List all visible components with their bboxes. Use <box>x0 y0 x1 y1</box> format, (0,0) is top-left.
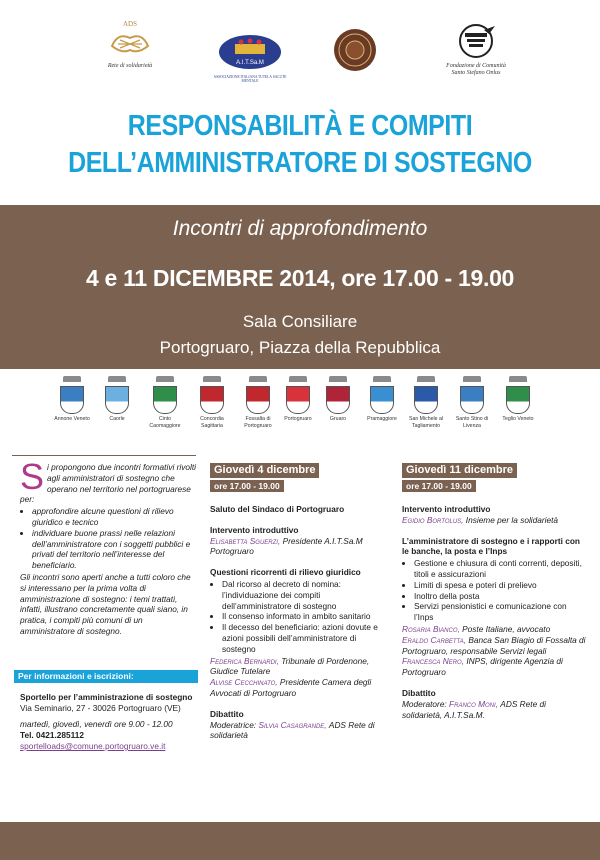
intro-dropcap: S <box>20 456 45 497</box>
crest-label: Annone Veneto <box>54 416 90 422</box>
day2-program <box>402 463 587 720</box>
moderator-label: Moderatrice: <box>210 719 257 730</box>
speaker-role: Presidente Camera degli Avvocati di Portogruaro <box>210 677 372 698</box>
crest-label: Teglio Veneto <box>502 416 534 422</box>
info-hours: martedì, giovedì, venerdì ore 9.00 - 12.00 <box>20 719 173 729</box>
crest-item <box>450 376 494 429</box>
info-block <box>20 692 200 752</box>
municipality-crests <box>50 376 590 436</box>
crest-item <box>276 376 320 423</box>
crest-item <box>143 376 187 429</box>
day2-heading: Giovedì 11 dicembre <box>402 463 517 478</box>
speaker-role: Tribunale di Pordenone, Giudice Tutelare <box>210 655 370 677</box>
day1-speaker-1 <box>210 656 385 678</box>
moderator-name: Franco Moni, <box>449 698 498 709</box>
shield-icon <box>200 386 224 414</box>
shield-icon <box>414 386 438 414</box>
intro-paragraph: Gli incontri sono aperti anche a tutti coloro che si interessano per la prima volta di amministrazione di sostegno: i temi trattati, infatti, illustrano concretamente quali siano, in pratica, i compiti più comuni di un amministratore di sostegno. <box>20 571 191 636</box>
list-item: • Il decesso del beneficiario: azioni dovute e azioni possibili dell’amministratore di sostegno <box>222 622 385 654</box>
crest-item <box>50 376 94 423</box>
day1-speaker-2 <box>210 677 385 699</box>
day1-intro-speaker-line <box>210 536 385 558</box>
shield-icon <box>60 386 84 414</box>
speaker-role: Poste Italiane, avvocato <box>462 623 551 634</box>
day1-heading: Giovedì 4 dicembre <box>210 463 319 478</box>
speaker-name: Federica Bernardi, <box>210 655 279 666</box>
intro-text <box>20 456 198 641</box>
list-item: • Limiti di spesa e poteri di prelievo <box>414 580 587 591</box>
crest-label: Caorle <box>109 416 125 422</box>
shield-icon <box>105 386 129 414</box>
moderator-role: ADS Rete di solidarietà, A.I.T.Sa.M. <box>402 698 546 720</box>
day2-speaker-1 <box>402 624 587 635</box>
info-office: Sportello per l’amministrazione di sostegno <box>20 692 193 702</box>
crest-item <box>316 376 360 423</box>
crest-label: San Michele al Tagliamento <box>408 416 444 429</box>
day1-welcome: Saluto del Sindaco di Portogruaro <box>210 504 345 514</box>
title-line-2: DELL’AMMINISTRATORE DI SOSTEGNO <box>68 147 532 179</box>
moderator-role: ADS Rete di solidarietà <box>210 719 375 741</box>
event-venue-hall: Sala Consiliare <box>242 312 358 331</box>
day2-moderator <box>402 699 587 721</box>
list-item: • Inoltro della posta <box>414 591 587 602</box>
list-item: • Gestione e chiusura di conti correnti, depositi, titoli e assicurazioni <box>414 558 587 580</box>
fondazione-emblem-icon <box>451 24 501 58</box>
day1-intro-title: Intervento introduttivo <box>210 524 299 535</box>
event-dates: 4 e 11 DICEMBRE 2014, ore 17.00 - 19.00 <box>85 265 515 291</box>
shield-icon <box>326 386 350 414</box>
crest-item <box>95 376 139 423</box>
speaker-name: Elisabetta Sguerzi, <box>210 535 281 546</box>
crown-icon <box>289 376 307 382</box>
day2-speaker-3 <box>402 656 587 678</box>
crown-icon <box>373 376 391 382</box>
day1-program <box>210 463 385 741</box>
crown-icon <box>417 376 435 382</box>
shield-icon <box>246 386 270 414</box>
aitsam-name: A.I.T.Sa.M <box>236 60 264 66</box>
list-item: • individuare buone prassi nelle relazioni dell’amministratore con i soggetti pubblici e privati del territorio nell’interesse del beneficiario. <box>32 528 198 571</box>
day1-topic-list <box>210 579 385 655</box>
aitsam-caption: ASSOCIAZIONE ITALIANA TUTELA SALUTE MENTALE <box>213 75 287 84</box>
crown-icon <box>463 376 481 382</box>
crown-icon <box>156 376 174 382</box>
speaker-role: Presidente A.I.T.Sa.M Portogruaro <box>210 535 363 557</box>
day2-time: ore 17.00 - 19.00 <box>402 480 476 492</box>
intro-bullets <box>20 506 198 571</box>
speaker-role: INPS, dirigente Agenzia di Portogruaro <box>402 656 563 678</box>
crown-icon <box>509 376 527 382</box>
list-item: • Servizi pensionistici e comunicazione con l’Inps <box>414 601 587 623</box>
speaker-name: Rosaria Bianco, <box>402 623 460 634</box>
day2-topic-title: L’amministratore di sostegno e i rapporti con le banche, la posta e l’Inps <box>402 535 580 557</box>
ads-hands-icon <box>108 28 152 58</box>
crest-item <box>236 376 280 429</box>
crest-label: Fossalta di Portogruaro <box>244 416 272 429</box>
crest-item <box>496 376 540 423</box>
speaker-role: Banca San Biagio di Fossalta di Portogruaro, responsabile Servizi legali <box>402 634 586 656</box>
crown-icon <box>63 376 81 382</box>
crest-label: Cinto Caomaggiore <box>149 416 181 429</box>
day1-moderator <box>210 720 385 742</box>
title-line-1: RESPONSABILITÀ E COMPITI <box>127 110 473 142</box>
shield-icon <box>370 386 394 414</box>
day2-topic-list <box>402 558 587 623</box>
ads-logo <box>95 20 165 70</box>
info-heading: Per informazioni e iscrizioni: <box>14 670 198 683</box>
day1-time: ore 17.00 - 19.00 <box>210 480 284 492</box>
aitsam-logo <box>210 32 290 84</box>
intro-lead: i propongono due incontri formativi rivolti agli amministratori di sostegno che operano nel territorio nel portogruarese per: <box>20 462 196 505</box>
crest-label: Pramaggiore <box>367 416 397 422</box>
crest-label: Portogruaro <box>284 416 312 422</box>
day2-intro-speaker-line <box>402 515 587 526</box>
moderator-label: Moderatore: <box>402 698 447 709</box>
speaker-name: Francesca Nero, <box>402 656 465 667</box>
seal-logo <box>330 28 380 77</box>
speaker-role: Insieme per la solidarietà <box>465 514 559 525</box>
crest-item <box>360 376 404 423</box>
event-venue-address: Portogruaro, Piazza della Repubblica <box>159 338 441 357</box>
event-subtitle: Incontri di approfondimento <box>172 217 428 240</box>
crest-label: Concordia Sagittaria <box>200 416 224 429</box>
shield-icon <box>286 386 310 414</box>
crown-icon <box>203 376 221 382</box>
crest-item <box>190 376 234 429</box>
shield-icon <box>460 386 484 414</box>
footer-band <box>0 822 600 860</box>
crown-icon <box>329 376 347 382</box>
ads-logo-name: ADS <box>122 20 137 28</box>
crest-label: Santo Stino di Livenza <box>455 416 489 429</box>
seal-icon <box>333 28 377 72</box>
fondazione-logo <box>436 24 516 77</box>
fondazione-caption: Fondazione di Comunità Santo Stefano Onlus <box>446 63 506 77</box>
speaker-name: Eraldo Carbetta, <box>402 634 467 645</box>
page-title <box>42 108 558 182</box>
shield-icon <box>153 386 177 414</box>
crest-item <box>404 376 448 429</box>
day2-speaker-2 <box>402 635 587 657</box>
day1-debate: Dibattito <box>210 708 244 719</box>
moderator-name: Silvia Casagrande, <box>258 719 327 730</box>
day2-intro-title: Intervento introduttivo <box>402 504 491 514</box>
sponsor-logos <box>0 0 600 100</box>
shield-icon <box>506 386 530 414</box>
crest-label: Gruaro <box>329 416 347 422</box>
ads-caption: Rete di solidarietà <box>107 63 153 69</box>
info-phone: Tel. 0421.285112 <box>20 730 84 740</box>
list-item: • Il consenso informato in ambito sanitario <box>222 611 385 622</box>
day1-topic-title: Questioni ricorrenti di rilievo giuridico <box>210 567 361 578</box>
speaker-name: Egidio Bortolus, <box>402 514 464 525</box>
info-email-link[interactable]: sportelloads@comune.portogruaro.ve.it <box>20 741 166 751</box>
day2-debate: Dibattito <box>402 687 436 698</box>
info-address: Via Seminario, 27 - 30026 Portogruaro (VE) <box>20 703 181 713</box>
speaker-name: Alvise Cecchinato, <box>210 677 278 688</box>
aitsam-emblem-icon <box>217 32 283 70</box>
list-item: • Dal ricorso al decreto di nomina: l’individuazione dei compiti dell’amministratore di sostegno <box>222 579 385 611</box>
crown-icon <box>108 376 126 382</box>
list-item: • approfondire alcune questioni di rilievo giuridico e tecnico <box>32 506 198 528</box>
crown-icon <box>249 376 267 382</box>
event-banner <box>0 205 600 369</box>
